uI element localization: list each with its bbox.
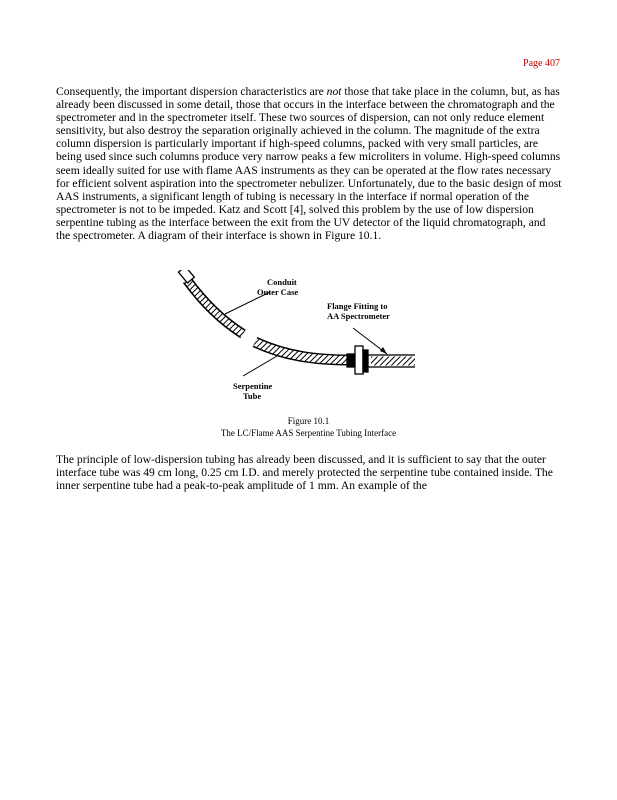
label-conduit-line1: Conduit (267, 277, 297, 287)
label-conduit-line2: Outer Case (257, 287, 299, 297)
figure-caption-title: The LC/Flame AAS Serpentine Tubing Interface (220, 428, 397, 438)
body-paragraph-2: The principle of low-dispersion tubing has already been discussed, and it is sufficient to say that the outer interface tube was 49 cm long, 0.25 cm I.D. and merely protected the serpentine tube contained inside. The inner serpentine tube had a peak-to-peak amplitude of 1 mm. An example of the (56, 453, 553, 493)
figure-caption-number: Figure 10.1 (287, 416, 330, 426)
serpentine-interface-diagram (175, 270, 415, 410)
body-paragraph-1 (56, 85, 562, 242)
serpentine-leader (243, 356, 277, 376)
para1-text-end: those that take place in the column, but, as has already been discussed in some detail, those that occurs in the interface between the chromatograph and the spectrometer and in the spectrometer itself. These two sources of dispersion, can not only reduce element sensitivity, but also destroy the separation originally achieved in the column. The magnitude of the extra column dispersion is particularly important if high-speed columns, packed with very small particles, are being used since such columns produce very narrow peaks a few microliters in volume. High-speed columns seem ideally suited for use with flame AAS instruments as they can be operated at the flow rates necessary for efficient solvent aspiration into the spectrometer nebulizer. Unfortunately, due to the basic design of most AAS instruments, a significant length of tubing is necessary in the interface if normal operation of the spectrometer is not to be impeded. Katz and Scott [4], solved this problem by the use of low dispersion serpentine tubing as the interface between the exit from the UV detector of the liquid chromatograph, and the spectrometer. A diagram of their interface is shown in Figure 10.1. (56, 85, 562, 243)
label-serpentine-line1: Serpentine (233, 381, 273, 391)
label-serpentine-line2: Tube (243, 391, 262, 401)
label-flange-line2: AA Spectrometer (327, 311, 390, 321)
para1-text-start: Consequently, the important dispersion characteristics are (56, 85, 327, 98)
page-number: Page 407 (523, 58, 560, 69)
label-flange-line1: Flange Fitting to (327, 301, 388, 311)
emphasis-not: not (326, 85, 342, 98)
